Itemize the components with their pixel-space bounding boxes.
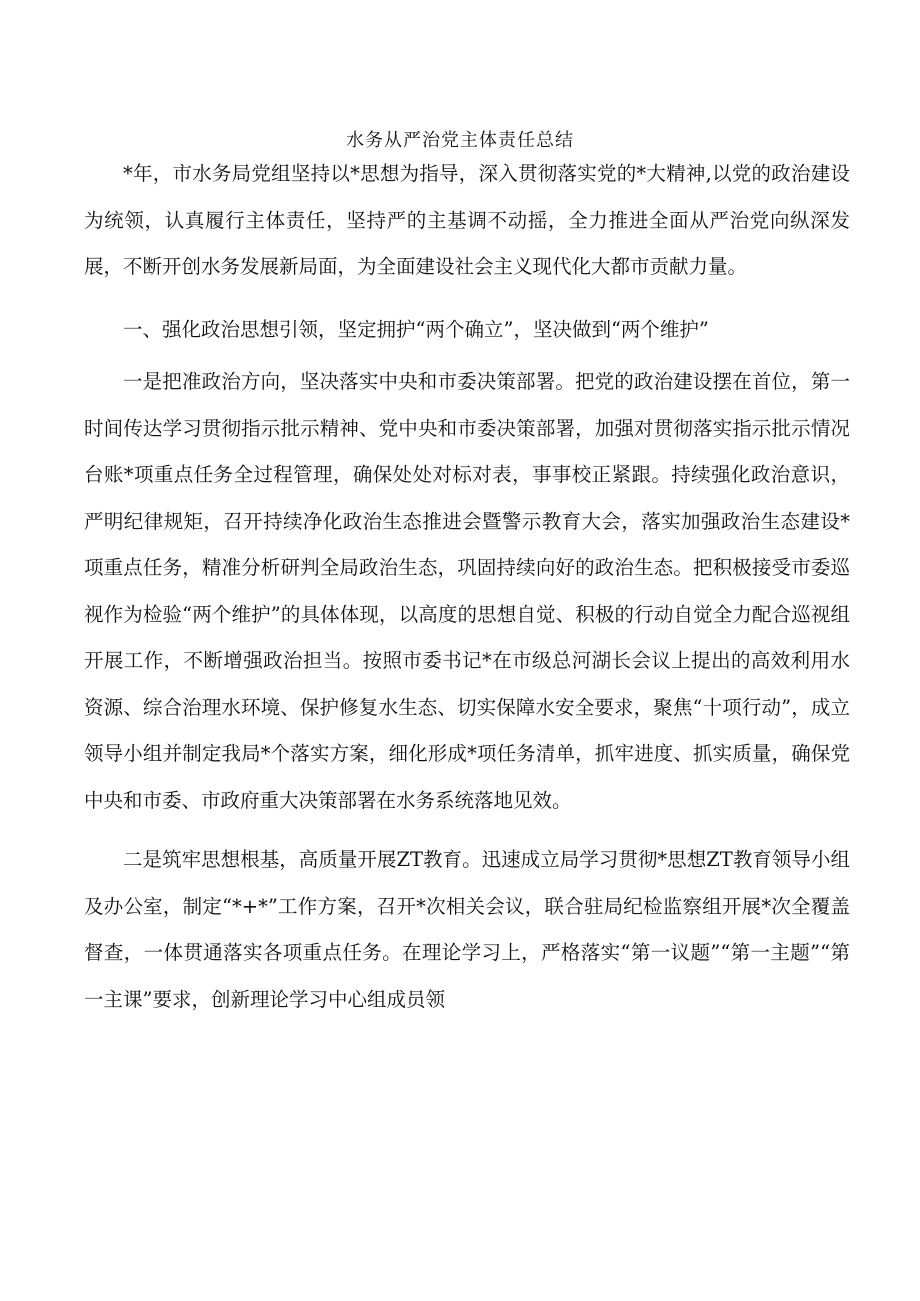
section-heading-1: 一、强化政治思想引领，坚定拥护“两个确立”，坚决做到“两个维护” <box>123 317 709 341</box>
paragraph-ideological-foundation: 二是筑牢思想根基，高质量开展ZT教育。迅速成立局学习贯彻*思想ZT教育领导小组及办公室，制定“*+*”工作方案，召开*次相关会议，联合驻局纪检监察组开展*次全覆盖督查，一体贯通落实各项重点任务。在理论学习上，严格落实“第一议题”“第一主题”“第一主课”要求，创新理论学习中心组成员领 <box>84 848 850 1011</box>
document-title: 水务从严治党主体责任总结 <box>346 130 574 151</box>
document-body <box>84 151 850 1023</box>
paragraph-intro: *年，市水务局党组坚持以*思想为指导，深入贯彻落实党的*大精神,以党的政治建设为统领，认真履行主体责任，坚持严的主基调不动摇，全力推进全面从严治党向纵深发展，不断开创水务发展新局面，为全面建设社会主义现代化大都市贡献力量。 <box>84 162 850 278</box>
paragraph-political-direction: 一是把准政治方向，坚决落实中央和市委决策部署。把党的政治建设摆在首位，第一时间传达学习贯彻指示批示精神、党中央和市委决策部署，加强对贯彻落实指示批示情况台账*项重点任务全过程管理，确保处处对标对表，事事校正紧跟。持续强化政治意识，严明纪律规矩，召开持续净化政治生态推进会暨警示教育大会，落实加强政治生态建设*项重点任务，精准分析研判全局政治生态，巩固持续向好的政治生态。把积极接受市委巡视作为检验“两个维护”的具体体现，以高度的思想自觉、积极的行动自觉全力配合巡视组开展工作，不断增强政治担当。按照市委书记*在市级总河湖长会议上提出的高效利用水资源、综合治理水环境、保护修复水生态、切实保障水安全要求，聚焦“十项行动”，成立领导小组并制定我局*个落实方案，细化形成*项任务清单，抓牢进度、抓实质量，确保党中央和市委、市政府重大决策部署在水务系统落地见效。 <box>84 370 850 812</box>
